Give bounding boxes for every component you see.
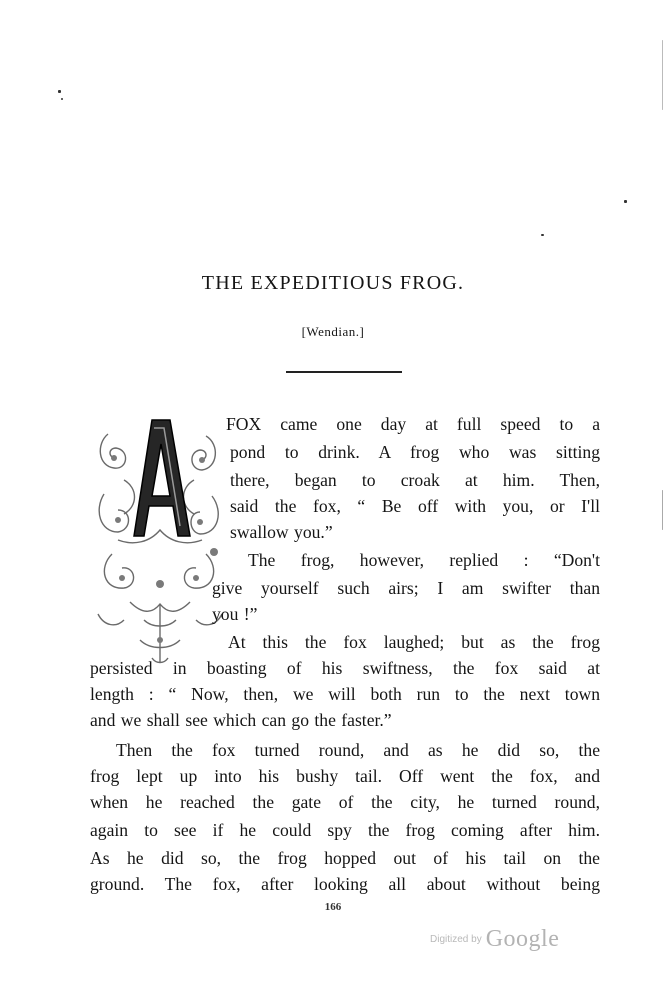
text-line: when he reached the gate of the city, he turned round,	[90, 792, 600, 812]
story-origin: [Wendian.]	[301, 324, 365, 339]
page-edge-mark	[662, 490, 663, 530]
text-line: Then the fox turned round, and as he did so, the	[116, 740, 600, 760]
text-line: again to see if he could spy the frog coming after him.	[90, 820, 600, 840]
text-line: pond to drink. A frog who was sitting	[230, 442, 600, 462]
text-line: give yourself such airs; I am swifter than	[212, 578, 600, 598]
text-line: there, began to croak at him. Then,	[230, 470, 600, 490]
print-speck	[58, 90, 61, 93]
print-speck	[624, 200, 627, 203]
text-line: length : “ Now, then, we will both run to the next town	[90, 684, 600, 704]
story-title: THE EXPEDITIOUS FROG.	[201, 272, 465, 294]
text-line: you !”	[212, 604, 258, 624]
print-speck	[541, 234, 544, 236]
print-speck	[61, 98, 63, 100]
ornamental-drop-cap	[94, 414, 226, 666]
text-line: persisted in boasting of his swiftness, the fox said at	[90, 658, 600, 678]
watermark-prefix: Digitized by	[430, 934, 482, 945]
page-number: 166	[324, 901, 342, 913]
text-line: ground. The fox, after looking all about without being	[90, 874, 600, 894]
google-logo: Google	[485, 926, 560, 952]
text-line: As he did so, the frog hopped out of his tail on the	[90, 848, 600, 868]
page-edge-mark	[662, 40, 663, 110]
text-line: FOX came one day at full speed to a	[226, 414, 600, 434]
title-rule	[286, 371, 402, 373]
text-line: swallow you.”	[230, 522, 333, 542]
text-line: The frog, however, replied : “Don't	[248, 550, 600, 570]
text-line: and we shall see which can go the faster.”	[90, 710, 392, 730]
text-line: At this the fox laughed; but as the frog	[228, 632, 600, 652]
text-line: frog lept up into his bushy tail. Off went the fox, and	[90, 766, 600, 786]
text-line: said the fox, “ Be off with you, or I'll	[230, 496, 600, 516]
digitized-watermark	[430, 926, 559, 953]
